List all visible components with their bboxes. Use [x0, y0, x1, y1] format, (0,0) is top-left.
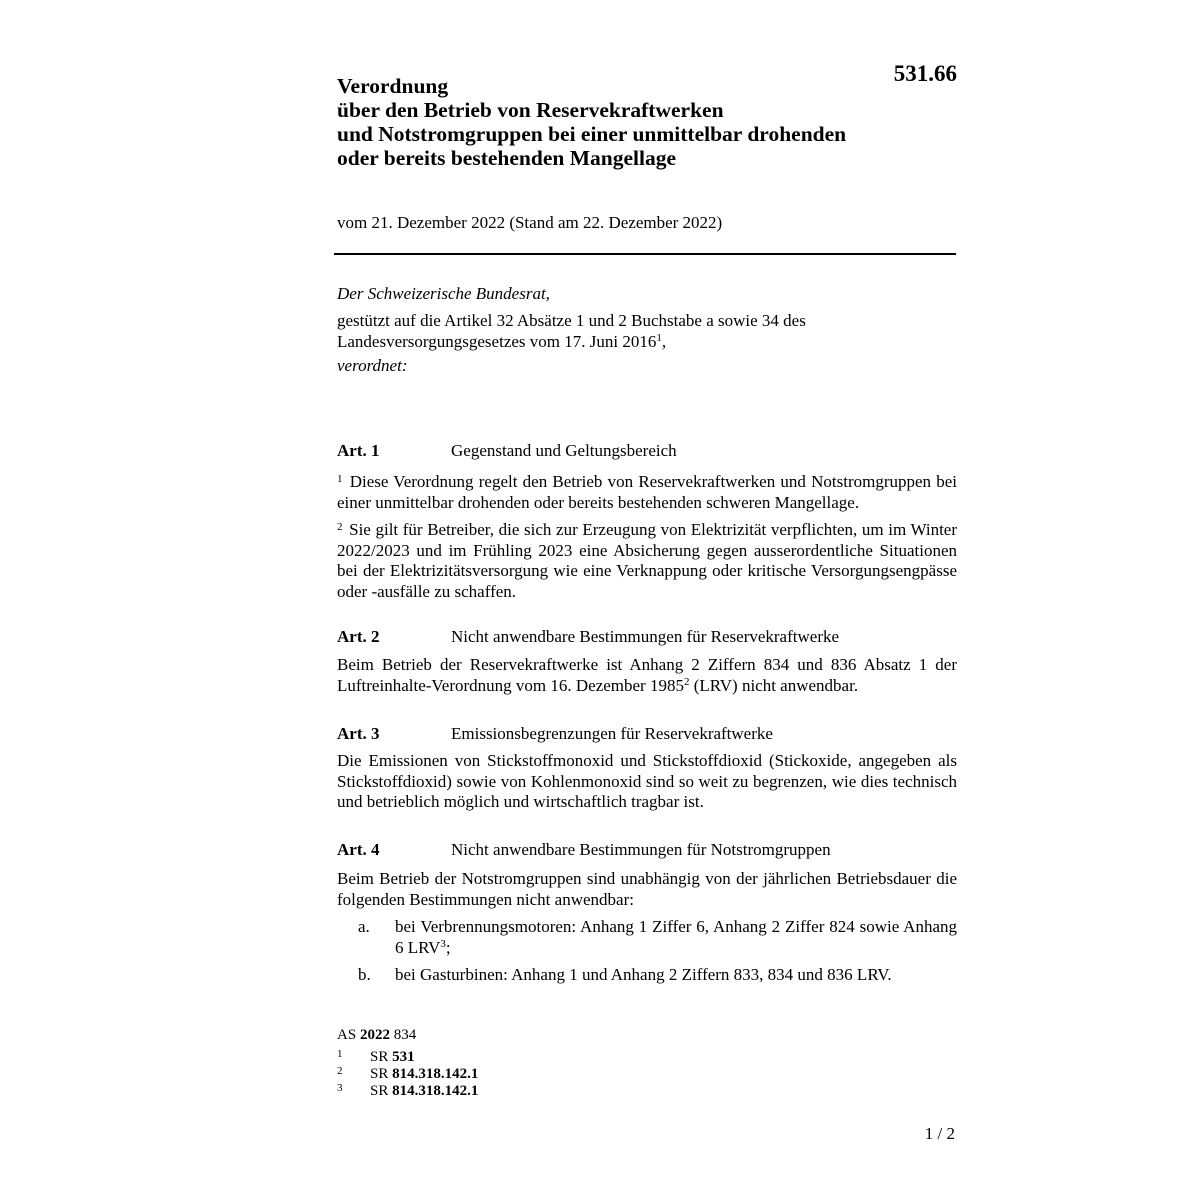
footnote-number: 3	[337, 1082, 343, 1094]
footnote-prefix: SR	[370, 1049, 393, 1065]
list-text	[395, 917, 957, 958]
article-number: Art. 4	[337, 840, 380, 859]
article-number: Art. 1	[337, 441, 380, 460]
list-text-end: ;	[445, 937, 451, 957]
article-2-text	[337, 655, 957, 696]
footnote-ref-3[interactable]: 3	[440, 937, 446, 950]
footnote-ref-1[interactable]: 1	[656, 331, 662, 344]
footnote-ref: 531	[392, 1049, 415, 1065]
article-title: Nicht anwendbare Bestimmungen für Notstromgruppen	[451, 840, 831, 859]
document-title	[337, 74, 937, 170]
as-page: 834	[389, 1027, 417, 1043]
preamble-decree: verordnet:	[337, 356, 408, 375]
footnote-prefix: SR	[370, 1083, 393, 1099]
paragraph-text-end: (LRV) nicht anwendbar.	[689, 675, 859, 695]
as-year: 2022	[359, 1027, 390, 1043]
preamble-authority: Der Schweizerische Bundesrat,	[337, 284, 550, 303]
preamble-basis-line2: Landesversorgungsgesetzes vom 17. Juni 2016	[337, 331, 657, 351]
list-letter: b.	[358, 965, 371, 984]
title-divider	[334, 253, 956, 255]
article-4-intro: Beim Betrieb der Notstromgruppen sind unabhängig von der jährlichen Betriebsdauer die folgenden Bestimmungen nicht anwendbar:	[337, 869, 957, 909]
title-line: und Notstromgruppen bei einer unmittelbar drohenden	[337, 122, 847, 146]
article-title: Nicht anwendbare Bestimmungen für Reservekraftwerke	[451, 627, 840, 646]
list-letter: a.	[358, 917, 370, 936]
article-number: Art. 2	[337, 627, 380, 646]
footnote-ref-2[interactable]: 2	[683, 675, 690, 688]
footnote-number: 1	[337, 1048, 343, 1060]
paragraph-text: Beim Betrieb der Reservekraftwerke ist Anhang 2 Ziffern 834 und 836 Absatz 1 der Luftreinhalte-Verordnung vom 16. Dezember 1985	[337, 655, 957, 695]
date-line: vom 21. Dezember 2022 (Stand am 22. Dezember 2022)	[337, 213, 723, 232]
preamble-basis-end: ,	[661, 331, 667, 351]
article-4-heading	[337, 840, 831, 860]
preamble-basis-line1: gestützt auf die Artikel 32 Absätze 1 und 2 Buchstabe a sowie 34 des	[337, 311, 806, 330]
paragraph-number: 2	[337, 521, 343, 533]
paragraph-text: Sie gilt für Betreiber, die sich zur Erzeugung von Elektrizität verpflichten, um im Winter 2022/2023 und im Frühling 2023 eine Absicherung gegen ausserordentliche Situationen bei der Elektrizitätsversorgung wie eine Verknappung oder kritische Versorgungsengpässe oder -ausfälle zu schaffen.	[337, 520, 957, 601]
footnote-prefix: SR	[370, 1066, 393, 1082]
article-2-heading	[337, 627, 839, 647]
as-reference	[337, 1027, 416, 1044]
footnote-ref: 814.318.142.1	[392, 1083, 479, 1099]
sr-number: 531.66	[893, 61, 957, 86]
article-3-heading	[337, 724, 773, 744]
article-3-text: Die Emissionen von Stickstoffmonoxid und Stickstoffdioxid (Stickoxide, angegeben als Stickstoffdioxid) sowie von Kohlenmonoxid sind so weit zu begrenzen, wie dies technisch und betrieblich möglich und wirtschaftlich tragbar ist.	[337, 751, 957, 811]
article-1-heading	[337, 441, 677, 461]
article-1-paragraph-2	[337, 517, 957, 602]
article-number: Art. 3	[337, 724, 380, 743]
paragraph-text: Diese Verordnung regelt den Betrieb von Reservekraftwerken und Notstromgruppen bei einer unmittelbar drohenden oder bereits bestehenden schweren Mangellage.	[337, 472, 957, 512]
article-1-paragraph-1	[337, 469, 957, 513]
list-text: bei Gasturbinen: Anhang 1 und Anhang 2 Ziffern 833, 834 und 836 LRV.	[395, 965, 892, 984]
footnote-3	[337, 1080, 478, 1100]
title-line: Verordnung	[337, 74, 449, 98]
title-line: über den Betrieb von Reservekraftwerken	[337, 98, 724, 122]
document-page	[337, 0, 957, 1200]
title-line: oder bereits bestehenden Mangellage	[337, 146, 676, 170]
article-title: Emissionsbegrenzungen für Reservekraftwerke	[451, 724, 773, 743]
article-title: Gegenstand und Geltungsbereich	[451, 441, 677, 460]
list-text-body: bei Verbrennungsmotoren: Anhang 1 Ziffer 6, Anhang 2 Ziffer 824 sowie Anhang 6 LRV	[395, 917, 957, 957]
footnote-number: 2	[337, 1065, 343, 1077]
paragraph-number: 1	[337, 473, 343, 485]
preamble-basis	[337, 311, 957, 352]
as-prefix: AS	[337, 1027, 360, 1043]
page-number: 1 / 2	[924, 1124, 955, 1143]
footnote-ref: 814.318.142.1	[392, 1066, 479, 1082]
